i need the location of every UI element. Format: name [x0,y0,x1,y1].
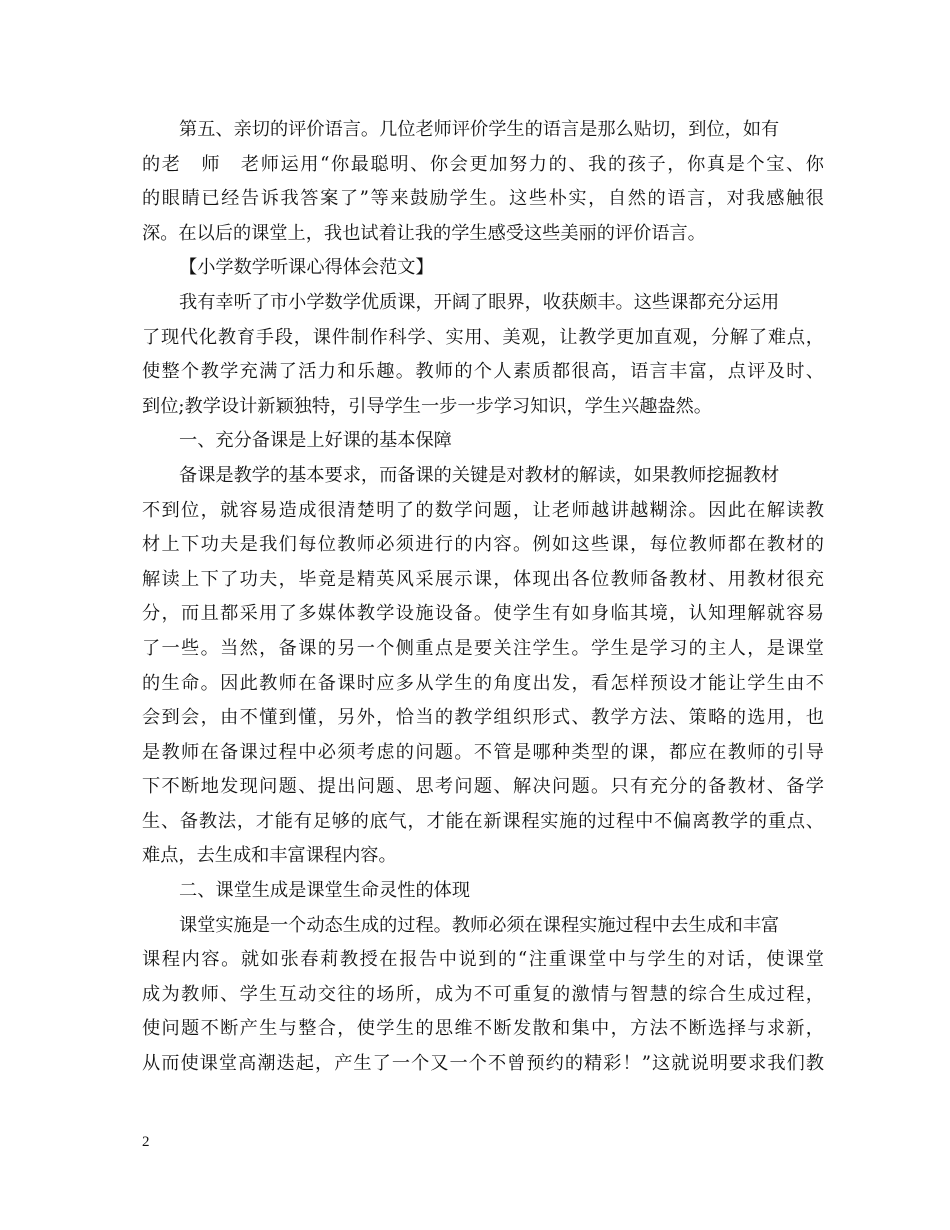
paragraph-line: 我有幸听了市小学数学优质课，开阔了眼界，收获颇丰。这些课都充分运用 [179,291,780,313]
paragraph-line: 下不断地发现问题、提出问题、思考问题、解决问题。只有充分的备教材、备学 [142,776,824,798]
section-heading: 二、课堂生成是课堂生命灵性的体现 [179,880,471,902]
paragraph-line: 第五、亲切的评价语言。几位老师评价学生的语言是那么贴切，到位，如有 [179,119,780,140]
section-heading: 【小学数学听课心得体会范文】 [179,257,434,279]
paragraph-line: 的老 师 老师运用“你最聪明、你会更加努力的、我的孩子，你真是个宝、你 [142,153,824,175]
section-heading: 一、充分备课是上好课的基本保障 [179,430,452,452]
paragraph-line: 分，而且都采用了多媒体教学设施设备。使学生有如身临其境，认知理解就容易 [142,603,824,625]
paragraph-line: 深。在以后的课堂上，我也试着让我的学生感受这些美丽的评价语言。 [142,222,706,244]
paragraph-line: 是教师在备课过程中必须考虑的问题。不管是哪种类型的课，都应在教师的引导 [142,741,824,763]
paragraph-line: 使整个教学充满了活力和乐趣。教师的个人素质都很高，语言丰富，点评及时、 [142,361,824,383]
paragraph-line: 了现代化教育手段，课件制作科学、实用、美观，让教学更加直观，分解了难点， [142,326,824,348]
paragraph-line: 课堂实施是一个动态生成的过程。教师必须在课程实施过程中去生成和丰富 [179,914,780,936]
paragraph-line: 的生命。因此教师在备课时应多从学生的角度出发，看怎样预设才能让学生由不 [142,672,824,694]
paragraph-line: 从而使课堂高潮迭起，产生了一个又一个不曾预约的精彩！”这就说明要求我们教 [142,1053,824,1075]
paragraph-line: 到位;教学设计新颖独特，引导学生一步一步学习知识，学生兴趣盎然。 [142,395,712,417]
paragraph-line: 课程内容。就如张春莉教授在报告中说到的“注重课堂中与学生的对话，使课堂 [142,949,824,971]
paragraph-line: 成为教师、学生互动交往的场所，成为不可重复的激情与智慧的综合生成过程， [142,983,824,1005]
paragraph-line: 使问题不断产生与整合，使学生的思维不断发散和集中，方法不断选择与求新， [142,1018,824,1040]
paragraph-line: 的眼睛已经告诉我答案了”等来鼓励学生。这些朴实，自然的语言，对我感触很 [142,188,824,210]
paragraph-line: 了一些。当然，备课的另一个侧重点是要关注学生。学生是学习的主人，是课堂 [142,637,824,659]
paragraph-line: 会到会，由不懂到懂，另外，恰当的教学组织形式、教学方法、策略的选用，也 [142,707,824,729]
paragraph-line: 不到位，就容易造成很清楚明了的数学问题，让老师越讲越糊涂。因此在解读教 [142,499,824,521]
document-body [142,113,824,1082]
paragraph-line: 难点，去生成和丰富课程内容。 [142,845,397,867]
paragraph-line: 生、备教法，才能有足够的底气，才能在新课程实施的过程中不偏离教学的重点、 [142,810,824,832]
page-number: 2 [142,1134,150,1150]
paragraph-line: 备课是教学的基本要求，而备课的关键是对教材的解读，如果教师挖掘教材 [179,464,780,486]
paragraph-line: 材上下功夫是我们每位教师必须进行的内容。例如这些课，每位教师都在教材的 [142,534,824,556]
paragraph-line: 解读上下了功夫，毕竟是精英风采展示课，体现出各位教师备教材、用教材很充 [142,568,824,590]
